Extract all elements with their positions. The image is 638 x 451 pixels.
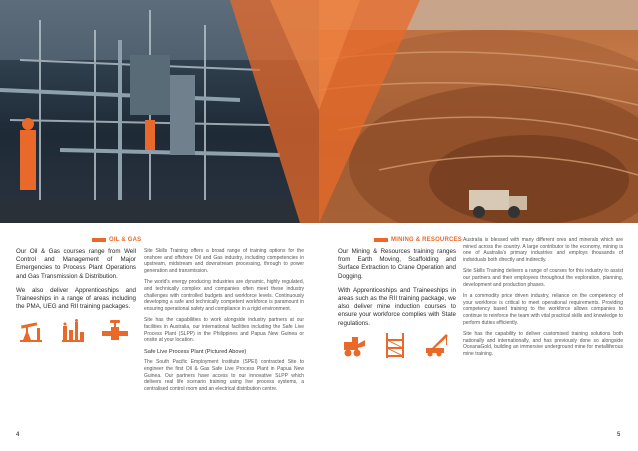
body-paragraph: Site has the capabilities to work alongside industry partners at our facilities in Australia, our international facilities including the Safe Live Process Plant (SLPP) in the Philippines and Papua New Guinea or onsite at your location. bbox=[144, 317, 304, 344]
lead-paragraph: With Apprenticeships and Traineeships in areas such as the RII training package, we also deliver mine induction courses to ensure your workforce complies with State regulations. bbox=[338, 286, 456, 327]
oil-gas-body-text bbox=[144, 248, 304, 397]
oil-gas-lead-text bbox=[16, 248, 136, 317]
section-tag-label: MINING & RESOURCES bbox=[391, 237, 462, 243]
oil-gas-section-tag bbox=[92, 237, 141, 243]
oil-gas-icons bbox=[18, 318, 128, 344]
lead-paragraph: We also deliver Apprenticeships and Traineeships in a range of areas including the PMA, UEG and RII training packages. bbox=[16, 286, 136, 311]
scaffolding-icon bbox=[382, 332, 408, 358]
section-tag-label: OIL & GAS bbox=[109, 237, 142, 243]
pipeline-valve-icon bbox=[102, 318, 128, 344]
mining-section-tag bbox=[374, 237, 462, 243]
open-pit-mine-photo bbox=[319, 0, 638, 223]
page-number-right: 5 bbox=[617, 432, 621, 438]
body-paragraph: Site has the capability to deliver customised training solutions both nationally and internationally, and has previously done so alongside OceanaGold, building an immersive underground mine for metalliferous mine training. bbox=[463, 331, 623, 357]
body-paragraph: In a commodity price driven industry, reliance on the competency of your workforce is critical to meet operational requirements. Providing competency based training to the workforce allows companies to continue to reinforce the team with vital practical skills and knowledge to perform duties efficiently. bbox=[463, 293, 623, 326]
body-paragraph: Australia is blessed with many different ores and minerals which are mined across the country. A large contributor to the economy, mining is one of Australia's primary industries and employs thousands of individuals both directly and indirectly. bbox=[463, 237, 623, 263]
tag-bar bbox=[374, 238, 388, 242]
body-paragraph: Site Skills Training delivers a range of courses for this industry to assist our partners and their employees throughout the exploration, planning, development and production phases. bbox=[463, 268, 623, 288]
refinery-plant-icon bbox=[60, 318, 86, 344]
body-paragraph: The South Pacific Employment Institute (SPEI) contracted Site to engineer the first Oil & Gas Safe Live Process Plant in Papua New Guinea. Our partners have access to our innovative SLPP which delivers real life scenario training using live process systems, a centralised control room and an electrical distribution centre. bbox=[144, 359, 304, 392]
page-number-left: 4 bbox=[16, 432, 20, 438]
body-subheading: Safe Live Process Plant (Pictured Above) bbox=[144, 348, 247, 355]
lead-paragraph: Our Mining & Resources training ranges from Earth Moving, Scaffolding and Surface Extraction to Crane Operation and Dogging. bbox=[338, 248, 456, 280]
mining-icons bbox=[340, 332, 450, 358]
body-paragraph: Site Skills Training offers a broad range of training options for the onshore and offshore Oil and Gas industry, including competencies in upstream, midstream and downstream processing, through to power generation and transmission. bbox=[144, 248, 304, 274]
body-paragraph: The world's energy producing industries are dynamic, highly regulated, and technically complex and companies often meet these industry challenges with controlled budgets and workforce levels. Continuously developing a safe and technically competent workforce is paramount in ensuring operational safety and compliance in a rigid environment. bbox=[144, 279, 304, 312]
process-plant-photo bbox=[0, 0, 319, 223]
mining-lead-text bbox=[338, 248, 456, 334]
mobile-crane-icon bbox=[424, 332, 450, 358]
oil-pumpjack-icon bbox=[18, 318, 44, 344]
mining-body-text bbox=[463, 237, 623, 363]
loader-truck-icon bbox=[340, 332, 366, 358]
tag-bar bbox=[92, 238, 106, 242]
lead-paragraph: Our Oil & Gas courses range from Well Control and Management of Major Emergencies to Process Plant Operations and Gas Transmission & Distribution. bbox=[16, 248, 136, 280]
